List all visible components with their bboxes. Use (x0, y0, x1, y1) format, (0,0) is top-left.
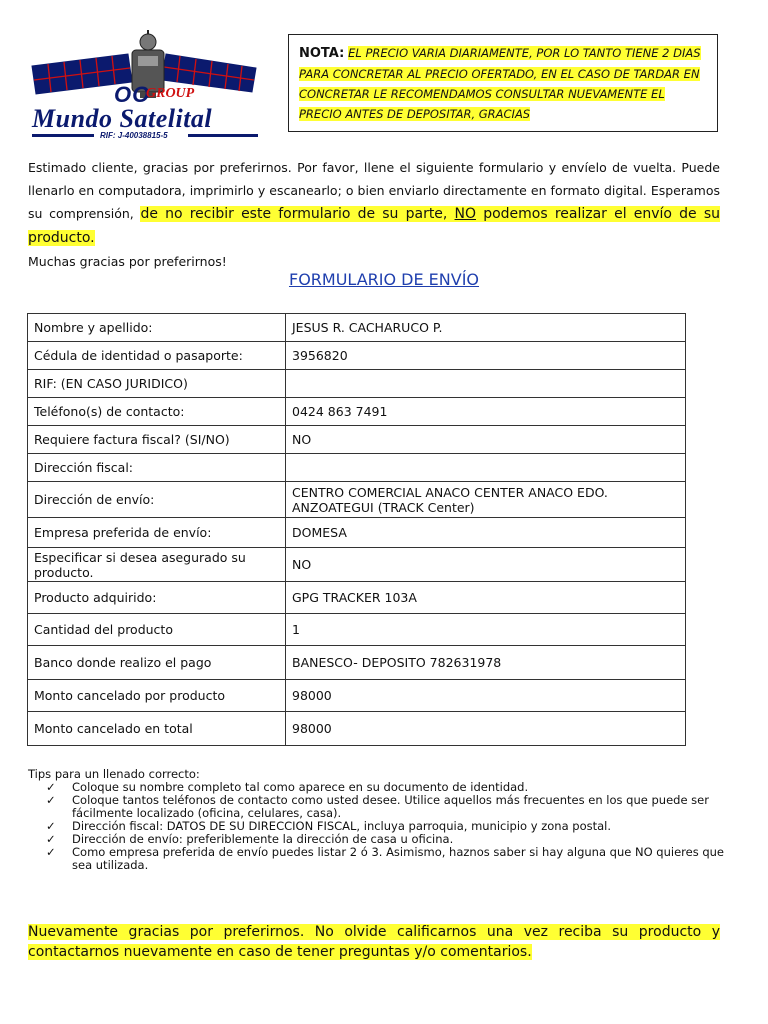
form-row-label: Nombre y apellido: (28, 314, 286, 342)
form-row-value[interactable]: DOMESA (286, 518, 686, 548)
form-row (28, 614, 686, 646)
tip-text: Coloque su nombre completo tal como aparece en su documento de identidad. (72, 780, 529, 794)
tip-item (46, 846, 728, 872)
logo-rif: RIF: J-40038815-5 (100, 131, 168, 140)
tip-item (46, 794, 728, 820)
intro-text: Estimado cliente, gracias por preferirnos. Por favor, llene el siguiente formulario y envíelo de vuelta. Puede llenarlo en computadora, imprimirlo y escanearlo; o bien enviarlo directamente en formato digital. Esperamos su comprensión, (28, 160, 720, 221)
intro-paragraph (28, 156, 720, 273)
tip-text: Coloque tantos teléfonos de contacto como usted desee. Utilice aquellos más frecuentes en los que puede ser fácilmente localizado (oficina, celulares, casa). (72, 793, 709, 820)
form-row (28, 680, 686, 712)
logo-rule-right (188, 134, 258, 137)
form-row-value[interactable] (286, 454, 686, 482)
form-row-label: Monto cancelado en total (28, 712, 286, 746)
checkmark-icon: ✓ (46, 793, 56, 807)
form-row-label: Requiere factura fiscal? (SI/NO) (28, 426, 286, 454)
logo-rule-left (32, 134, 94, 137)
form-row (28, 582, 686, 614)
tip-text: Dirección de envío: preferiblemente la dirección de casa u oficina. (72, 832, 454, 846)
form-row-value[interactable]: 98000 (286, 680, 686, 712)
form-row-label: Especificar si desea asegurado su producto. (28, 548, 286, 582)
form-row (28, 370, 686, 398)
form-row-value[interactable]: NO (286, 426, 686, 454)
form-row-value[interactable]: CENTRO COMERCIAL ANACO CENTER ANACO EDO. ANZOATEGUI (TRACK Center) (286, 482, 686, 518)
intro-highlight-no: NO (454, 206, 477, 222)
form-row-value[interactable]: JESUS R. CACHARUCO P. (286, 314, 686, 342)
tip-text: Como empresa preferida de envío puedes listar 2 ó 3. Asimismo, haznos saber si hay alguna que NO quieres que sea utilizada. (72, 845, 725, 872)
form-row-value[interactable]: 1 (286, 614, 686, 646)
form-row-label: Cantidad del producto (28, 614, 286, 646)
form-row-label: Banco donde realizo el pago (28, 646, 286, 680)
form-row (28, 342, 686, 370)
closing-text: Nuevamente gracias por preferirnos. No olvide calificarnos una vez reciba su producto y contactarnos nuevamente en caso de tener preguntas y/o comentarios. (28, 924, 720, 960)
company-logo (28, 30, 268, 142)
logo-group-text: GROUP (146, 86, 195, 101)
form-row (28, 454, 686, 482)
form-row (28, 398, 686, 426)
tip-text: Dirección fiscal: DATOS DE SU DIRECCION FISCAL, incluya parroquia, municipio y zona postal. (72, 819, 612, 833)
logo-brand-name: Mundo Satelital (32, 104, 213, 133)
note-label: NOTA: (299, 46, 345, 61)
form-row (28, 314, 686, 342)
form-row-label: Cédula de identidad o pasaporte: (28, 342, 286, 370)
form-row-value[interactable]: NO (286, 548, 686, 582)
form-row-label: Teléfono(s) de contacto: (28, 398, 286, 426)
checkmark-icon: ✓ (46, 832, 56, 846)
intro-highlight-a: de no recibir este formulario de su parte, (140, 206, 455, 222)
form-row-label: Empresa preferida de envío: (28, 518, 286, 548)
form-row (28, 482, 686, 518)
checkmark-icon: ✓ (46, 845, 56, 859)
form-row-value[interactable]: 0424 863 7491 (286, 398, 686, 426)
price-note-box (288, 34, 718, 132)
shipping-form-table (27, 313, 686, 746)
intro-highlight-b: podemos realizar el envío de su producto. (28, 206, 720, 246)
form-row-label: Producto adquirido: (28, 582, 286, 614)
form-row-label: Monto cancelado por producto (28, 680, 286, 712)
logo-oo-text: OO (114, 82, 151, 107)
form-row (28, 426, 686, 454)
form-row (28, 548, 686, 582)
intro-thanks: Muchas gracias por preferirnos! (28, 254, 227, 269)
closing-paragraph (28, 922, 720, 962)
checkmark-icon: ✓ (46, 819, 56, 833)
form-row (28, 518, 686, 548)
tips-title: Tips para un llenado correcto: (28, 767, 200, 781)
form-row-label: Dirección de envío: (28, 482, 286, 518)
tips-list (28, 781, 728, 872)
checkmark-icon: ✓ (46, 780, 56, 794)
form-row (28, 646, 686, 680)
form-row-value[interactable]: GPG TRACKER 103A (286, 582, 686, 614)
note-text: EL PRECIO VARIA DIARIAMENTE, POR LO TANTO TIENE 2 DIAS PARA CONCRETAR AL PRECIO OFERTADO, EN EL CASO DE TARDAR EN CONCRETAR LE RECOMENDAMOS CONSULTAR NUEVAMENTE EL PRECIO ANTES DE DEPOSITAR, GRACIAS (299, 46, 701, 121)
tips-section (28, 768, 728, 872)
form-row-value[interactable]: BANESCO- DEPOSITO 782631978 (286, 646, 686, 680)
form-row (28, 712, 686, 746)
form-row-label: RIF: (EN CASO JURIDICO) (28, 370, 286, 398)
form-row-value[interactable]: 3956820 (286, 342, 686, 370)
form-row-label: Dirección fiscal: (28, 454, 286, 482)
form-row-value[interactable]: 98000 (286, 712, 686, 746)
form-row-value[interactable] (286, 370, 686, 398)
form-title: FORMULARIO DE ENVÍO (288, 270, 480, 289)
